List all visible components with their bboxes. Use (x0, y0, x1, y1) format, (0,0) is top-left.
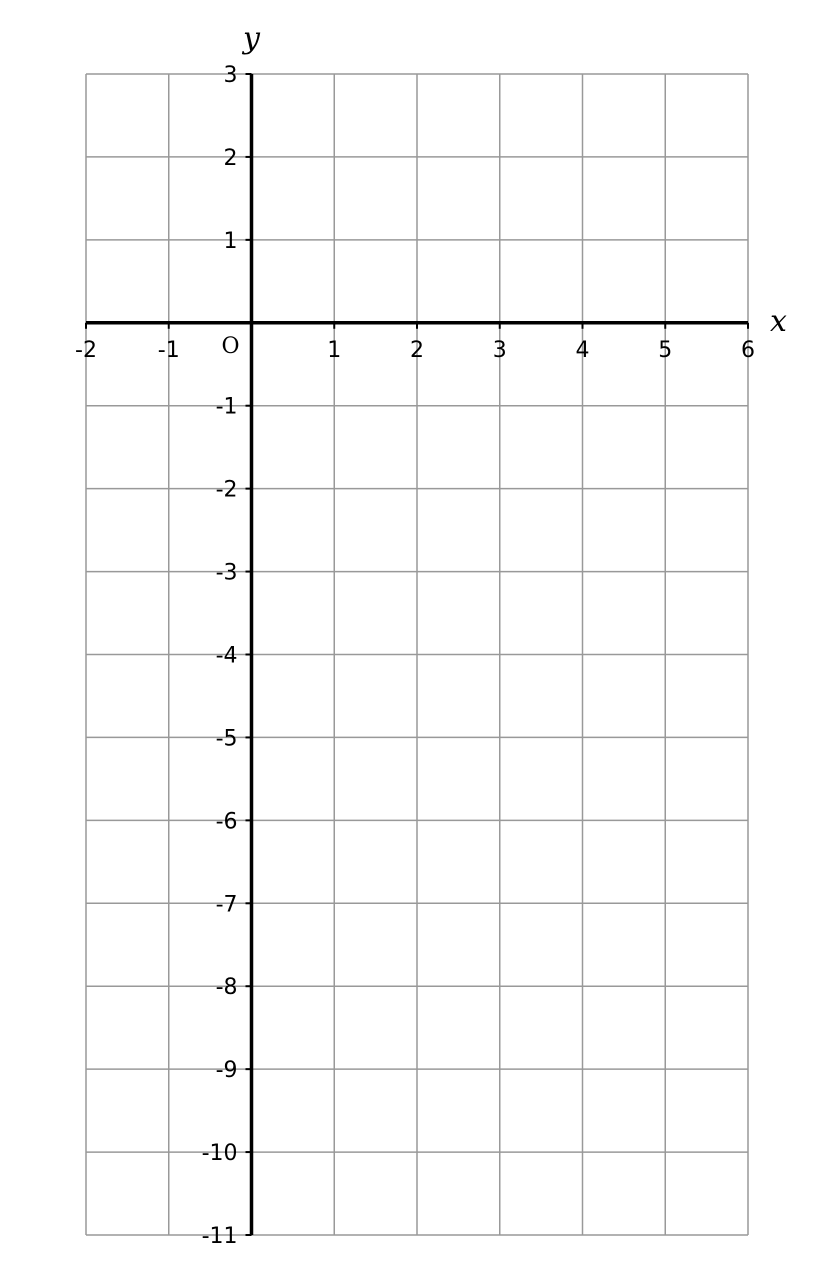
y-tick-label: -1 (215, 394, 238, 420)
y-tick-label: 1 (223, 228, 238, 254)
y-tick-label: 2 (223, 145, 238, 171)
x-tick-label: 4 (575, 337, 590, 363)
y-tick-label: -4 (215, 643, 238, 669)
y-tick-label: 3 (223, 63, 238, 88)
tick-labels (75, 63, 755, 1249)
y-tick-label: -11 (201, 1224, 238, 1249)
y-axis-label: y (243, 21, 260, 56)
y-tick-label: -10 (201, 1141, 238, 1167)
y-tick-label: -5 (215, 726, 238, 752)
x-tick-label: -2 (75, 337, 97, 363)
x-tick-label: -1 (157, 337, 180, 363)
grid-lines (86, 74, 748, 1235)
origin-label: O (221, 333, 240, 359)
x-tick-label: 1 (327, 337, 342, 363)
x-tick-label: 2 (410, 337, 424, 363)
y-tick-label: -7 (215, 892, 238, 918)
x-tick-label: 5 (658, 337, 673, 363)
x-axis-label: x (770, 303, 787, 339)
y-tick-label: -3 (215, 560, 238, 586)
x-tick-label: 6 (741, 337, 755, 363)
x-tick-label: 3 (492, 337, 507, 363)
y-tick-label: -2 (215, 477, 238, 503)
y-tick-label: -6 (215, 809, 238, 835)
y-tick-label: -9 (215, 1058, 238, 1084)
y-tick-label: -8 (215, 975, 238, 1001)
